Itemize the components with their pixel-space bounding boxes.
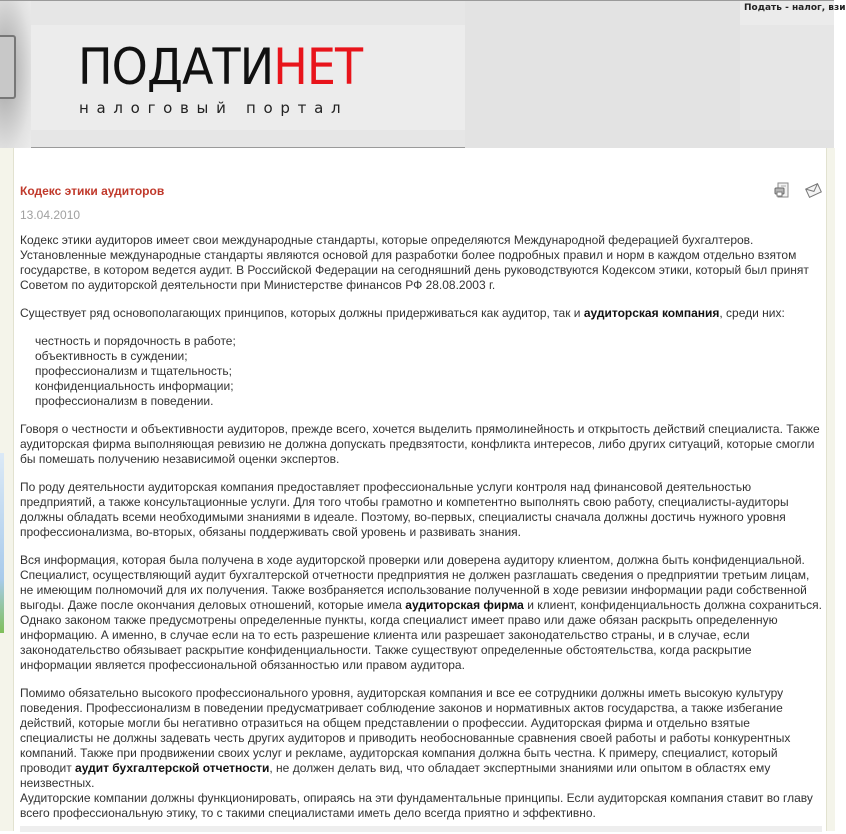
list-item: объективность в суждении; — [35, 349, 188, 363]
text: Помимо обязательно высокого профессионального уровня, аудиторская компания и все ее сотрудники должны иметь высокую культуру поведения. Профессионализм в поведении предусматривает соблюдение законов и нормативных актов государства, а также избегание действий, которые могли бы негативно отразиться на общем представлении о профессии. Аудиторская фирма и отдельно взятые специалисты не должны задевать честь других аудиторов и приводить необоснованные сравнения своей работы и работы конкурентных компаний. Также при продвижении своих услуг и рекламе, аудиторская компания должна быть честна. К примеру, специалист, который проводит — [20, 686, 791, 775]
left-sidebar-edge — [0, 148, 14, 831]
site-header — [0, 0, 846, 148]
email-button[interactable] — [805, 182, 822, 199]
text: , среди них: — [719, 306, 785, 320]
article-title: Кодекс этики аудиторов — [20, 184, 165, 198]
paragraph: По роду деятельности аудиторская компания предоставляет профессиональные услуги контроля над финансовой деятельностью предприятий, а также консультационные услуги. Для того чтобы грамотно и компетентно выполнять свою работу, специалисты-аудиторы должны обладать всеми необходимыми знаниями в идеале. Поэтому, во-первых, специалисты сначала должны достичь нужного уровня профессионализма, во-вторых, обязаны поддерживать свой уровень и развивать знания. — [20, 480, 789, 539]
article-date: 13.04.2010 — [20, 208, 81, 222]
paragraph: Аудиторские компании должны функционировать, опираясь на эти фундаментальные принципы. Если аудиторская компания ставит во главу всего профессиональную этику, то с такими специалистами иметь дело всегда приятно и эффективно. — [20, 791, 813, 820]
article-actions — [774, 182, 826, 200]
print-button[interactable] — [774, 182, 791, 199]
logo-subtitle: налоговый портал — [79, 99, 349, 117]
article-footer-bar — [20, 826, 822, 832]
text: и клиент, конфиденциальность должна сохраниться. Однако законом также предусмотрены определенные пункты, когда специалист имеет право или даже обязан раскрыть определенную информацию. А именно, в случае если на то есть разрешение клиента или разрешает законодательство страны, и в случае, если законодательство обязывает раскрытие конфиденциальности. Также существуют определенные обстоятельства, когда раскрытие информации является профессиональной обязанностью или правом аудитора. — [20, 598, 822, 672]
frame-icon — [0, 35, 16, 99]
logo-part-red: НЕТ — [273, 38, 363, 96]
paragraph — [20, 686, 822, 791]
logo-part-black: ПОДАТИ — [78, 38, 274, 96]
sidebar-banner-edge — [0, 453, 4, 633]
paragraph: Кодекс этики аудиторов имеет свои международные стандарты, которые определяются Международной федерацией бухгалтеров. Установленные международные стандарты являются основой для разработки более подробных правил и норм в каждом отдельно взятом государстве, в котором ведется аудит. В Российской Федерации на сегодняшний день руководствуются Кодексом этики, который был принят Советом по аудиторской деятельности при Министерстве финансов РФ 28.08.2003 г. — [20, 233, 809, 292]
list-item: профессионализм в поведении. — [35, 394, 214, 408]
keyword-link[interactable]: аудиторская фирма — [405, 598, 524, 612]
envelope-icon — [805, 182, 822, 199]
site-logo[interactable] — [78, 38, 363, 96]
header-right-mid — [740, 25, 834, 130]
paragraph: Говоря о честности и объективности аудиторов, прежде всего, хочется выделить прямолинейность и открытость действий специалиста. Также аудиторская фирма выполняющая ревизию не должна допускать предвзятости, конфликта интересов, либо других ситуаций, которые смогли бы помешать получению независимой оценки экспертов. — [20, 422, 820, 466]
list-item: честность и порядочность в работе; — [35, 334, 236, 348]
list-item: конфиденциальность информации; — [35, 379, 234, 393]
list-item: профессионализм и тщательность; — [35, 364, 232, 378]
paragraph — [20, 553, 822, 673]
principles-list — [20, 334, 822, 409]
right-sidebar-edge — [826, 148, 835, 831]
header-decoration-image — [0, 1, 31, 148]
keyword-link[interactable]: аудиторская компания — [583, 306, 720, 320]
article-body — [20, 233, 822, 834]
text: Вся информация, которая была получена в ходе аудиторской проверки или доверена аудитору клиентом, должна быть конфиденциальной. Специалист, осуществляющий аудит бухгалтерской отчетности предприятия не должен разглашать сведения о предприятии третьим лицам, не имеющим полномочий для их получения. Также возбраняется использование полученной в ходе ревизии информации ради собственной выгоды. Даже после окончания деловых отношений, которые имела — [20, 553, 810, 612]
keyword-link[interactable]: аудит бухгалтерской отчетности — [75, 761, 270, 775]
paragraph — [20, 306, 822, 321]
site-tagline: Подать - налог, взи — [744, 3, 846, 13]
printer-icon — [774, 182, 791, 199]
text: Существует ряд основополагающих принципов, которых должны придерживаться как аудитор, так и — [20, 306, 584, 320]
text: , не должен делать вид, что обладает экспертными знаниями или опытом в областях ему неизвестных. — [20, 761, 771, 790]
